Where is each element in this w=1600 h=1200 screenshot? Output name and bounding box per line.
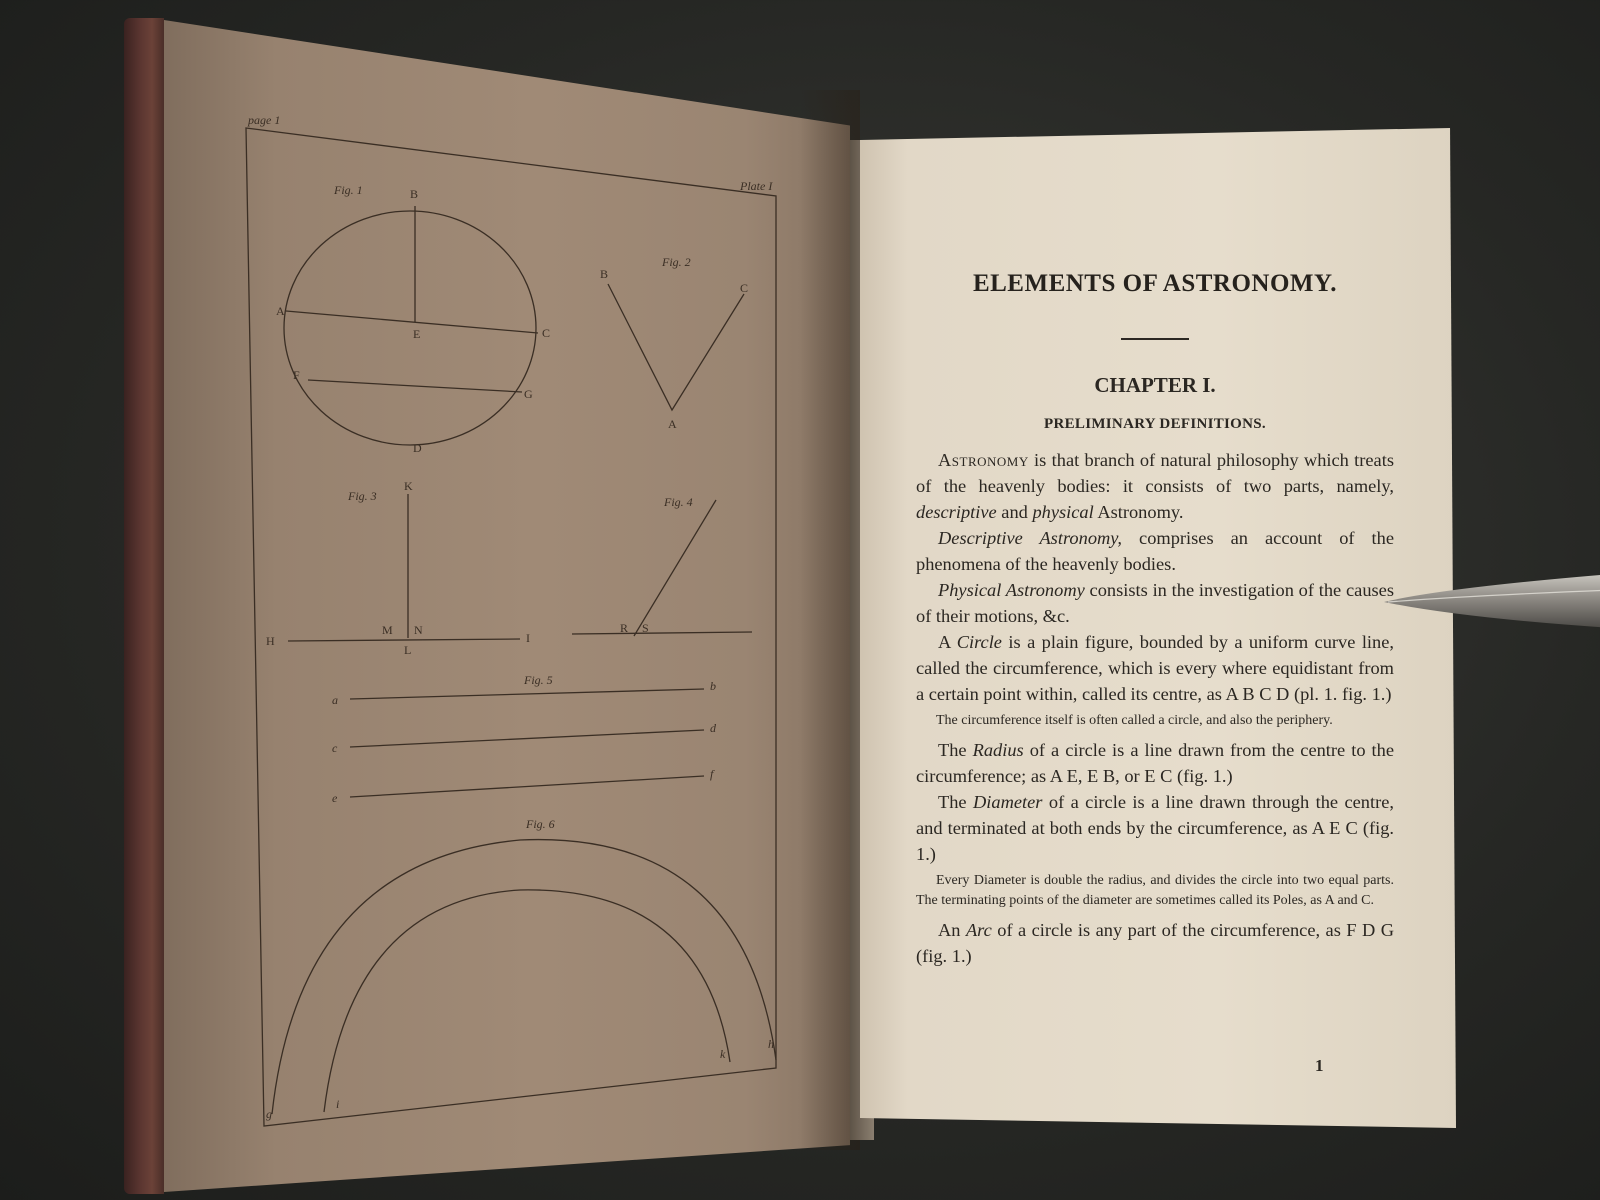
knife-blade-icon [1382, 566, 1600, 638]
paragraph-arc: An Arc of a circle is any part of the circumference, as F D G (fig. 1.) [916, 920, 1394, 966]
note-circumference: The circumference itself is often called a circle, and also the periphery. [936, 713, 1333, 728]
svg-text:L: L [404, 643, 412, 657]
fig5-label: Fig. 5 [524, 673, 553, 687]
svg-text:M: M [382, 623, 393, 637]
fig3-label: Fig. 3 [348, 489, 377, 503]
svg-text:B: B [600, 267, 609, 281]
svg-text:C: C [740, 281, 749, 295]
svg-text:D: D [413, 441, 422, 455]
svg-text:R: R [620, 621, 629, 635]
svg-text:C: C [542, 326, 551, 340]
section-heading: PRELIMINARY DEFINITIONS. [1044, 416, 1266, 432]
paragraph-circle: A Circle is a plain figure, bounded by a uniform curve line, called the circumference, which is every where equidistant from a certain point within, called its centre, as A B C D (pl. 1. fig. 1.) [916, 632, 1394, 704]
svg-text:d: d [710, 721, 716, 735]
svg-text:G: G [524, 387, 533, 401]
paragraph-physical: Physical Astronomy consists in the investigation of the causes of their motions, &c. [916, 580, 1394, 626]
plate-border [246, 128, 776, 1126]
svg-text:N: N [414, 623, 423, 637]
svg-text:g: g [266, 1107, 272, 1121]
svg-text:H: H [266, 634, 275, 648]
fig6-label: Fig. 6 [526, 817, 555, 831]
paragraph-radius: The Radius of a circle is a line drawn from the centre to the circumference; as A E, E B, or E C (fig. 1.) [916, 740, 1394, 786]
plate-label: Plate I [740, 179, 773, 193]
fig2-angle [608, 284, 744, 410]
svg-text:e: e [332, 791, 338, 805]
chapter-heading: CHAPTER I. [1094, 373, 1216, 397]
fig6-outer-arc [272, 840, 776, 1114]
svg-text:K: K [404, 479, 413, 493]
svg-text:a: a [332, 693, 338, 707]
page-ref: page 1 [248, 113, 281, 127]
page-number: 1 [1315, 1056, 1324, 1075]
svg-text:B: B [410, 187, 419, 201]
svg-text:I: I [526, 631, 530, 645]
fig6-inner-arc [324, 890, 730, 1112]
fig2-label: Fig. 2 [662, 255, 691, 269]
paragraph-astronomy: Astronomy is that branch of natural philosophy which treats of the heavenly bodies: it consists of two parts, namely, descriptive and physical Astronomy. [916, 450, 1394, 522]
svg-text:F: F [293, 368, 300, 382]
svg-text:b: b [710, 679, 716, 693]
fig4-label: Fig. 4 [664, 495, 693, 509]
svg-text:k: k [720, 1047, 726, 1061]
book-title: ELEMENTS OF ASTRONOMY. [972, 270, 1338, 297]
svg-text:f: f [710, 767, 714, 781]
title-divider [1121, 338, 1189, 340]
fig1-label: Fig. 1 [334, 183, 363, 197]
svg-text:E: E [413, 327, 421, 341]
fig1-circle [284, 211, 536, 445]
note-diameter: Every Diameter is double the radius, and divides the circle into two equal parts. The terminating points of the diameter are sometimes called its Poles, as A and C. [916, 873, 1394, 908]
text-column [916, 270, 1394, 969]
svg-text:c: c [332, 741, 338, 755]
svg-text:A: A [276, 304, 285, 318]
svg-text:h: h [768, 1037, 774, 1051]
svg-text:A: A [668, 417, 677, 431]
paragraph-diameter: The Diameter of a circle is a line drawn through the centre, and terminated at both ends by the circumference, as A E C (fig. 1.) [916, 792, 1394, 864]
svg-text:S: S [642, 621, 649, 635]
svg-text:i: i [336, 1097, 340, 1111]
paragraph-descriptive: Descriptive Astronomy, comprises an account of the phenomena of the heavenly bodies. [916, 528, 1395, 574]
